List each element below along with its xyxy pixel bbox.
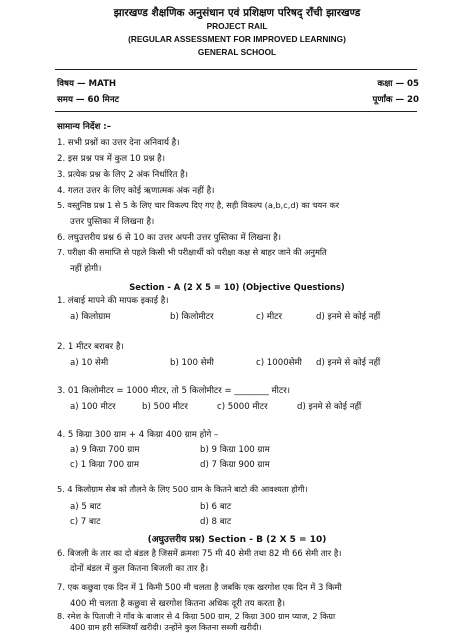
section-b-title-english: Section - B (2 X 5 = 10) (208, 535, 327, 545)
question-7: 7. एक कछुवा एक दिन में 1 किमी 500 मी चलता है जबकि एक खरगोश एक दिन में 3 किमी (57, 582, 342, 592)
instruction-item: 7. परीक्षा की समाप्ति से पहले किसी भी परीक्षार्थी को परीक्षा कक्ष से बाहर जाने की अनुमति (57, 247, 327, 257)
project-name: PROJECT RAIL (206, 21, 268, 31)
project-subtitle: (REGULAR ASSESSMENT FOR IMPROVED LEARNING) (128, 34, 346, 44)
option: d) इनमे से कोई नहीं (316, 312, 381, 322)
option: c) 7 बाट (70, 517, 101, 527)
option: b) 9 किग्रा 100 ग्राम (200, 445, 270, 455)
option: d) 7 किग्रा 900 ग्राम (200, 460, 270, 470)
option: c) 1000सेमी (256, 358, 302, 368)
instructions-heading: सामान्य निर्देश :– (57, 122, 112, 132)
time-label: समय — 60 मिनट (57, 95, 119, 105)
option: b) 6 बाट (200, 502, 232, 512)
question-6-cont: दोनों बंडल में कुल कितना बिजली का तार है। (70, 564, 209, 574)
option: a) किलोग्राम (70, 312, 111, 322)
option: a) 10 सेमी (70, 358, 109, 368)
question-5: 5. 4 किलोग्राम सेब को तौलने के लिए 500 ग्राम के कितने बाटो की आवश्यता होगी। (57, 484, 308, 494)
option: d) इनमे से कोई नहीं (316, 358, 381, 368)
instruction-item: 2. इस प्रश्न पत्र में कुल 10 प्रश्न है। (57, 154, 165, 164)
instruction-item: 3. प्रत्येक प्रश्न के लिए 2 अंक निर्धारित है। (57, 170, 188, 180)
instruction-item: 1. सभी प्रश्नों का उत्तर देना अनिवार्य है। (57, 138, 180, 148)
header-divider (55, 69, 417, 70)
option: c) मीटर (256, 312, 283, 322)
class-label: कक्षा — 05 (377, 79, 419, 89)
question-8: 8. रमेश के पिताजी ने गाँव के बाजार से 4 किग्रा 500 ग्राम, 2 किग्रा 300 ग्राम प्याज, 2 किग्रा (57, 611, 336, 621)
option: b) किलोमीटर (170, 312, 214, 322)
option: d) 8 बाट (200, 517, 232, 527)
instruction-item-cont: उत्तर पुस्तिका में लिखना है। (70, 217, 155, 227)
question-7-cont: 400 मी चलता है कछुवा से खरगोश कितना अधिक दूरी तय करता है। (70, 599, 286, 609)
instruction-item: 4. गलत उत्तर के लिए कोई ऋणात्मक अंक नहीं है। (57, 186, 215, 196)
school-type: GENERAL SCHOOL (197, 47, 277, 57)
subject-label: विषय — MATH (57, 79, 117, 89)
option: b) 100 सेमी (170, 358, 214, 368)
board-title: झारखण्ड शैक्षणिक अनुसंधान एवं प्रशिक्षण परिषद् राँची झारखण्ड (113, 7, 361, 19)
marks-label: पूर्णांक — 20 (372, 95, 419, 105)
section-a-title: Section - A (2 X 5 = 10) (Objective Questions) (129, 282, 345, 292)
instruction-item: 5. वस्तुनिष्ठ प्रश्न 1 से 5 के लिए चार विकल्प दिए गए है, सही विकल्प (a,b,c,d) का चयन कर (57, 200, 340, 210)
instruction-item-cont: नहीं होगी। (70, 264, 102, 274)
option: c) 1 किग्रा 700 ग्राम (70, 460, 139, 470)
option: b) 500 मीटर (142, 402, 188, 412)
option: a) 5 बाट (70, 502, 102, 512)
question-8-cont: 400 ग्राम हरी सब्जियाँ खरीदी। उन्होंने कुल कितना सब्जी खरीदी। (70, 622, 262, 632)
question-2: 2. 1 मीटर बराबर है। (57, 342, 124, 352)
section-b-title (0, 532, 474, 545)
meta-divider (55, 111, 417, 112)
option: d) इनमे से कोई नहीं (297, 402, 362, 412)
question-1: 1. लंबाई मापने की मापक इकाई है। (57, 296, 169, 306)
question-3: 3. 01 किलोमीटर = 1000 मीटर, तो 5 किलोमीटर = ________ मीटर। (57, 386, 291, 396)
question-6: 6. बिजली के तार का दो बंडल है जिसमें क्रमशः 75 मी 40 सेमी तथा 82 मी 66 सेमी तार है। (57, 548, 342, 558)
option: a) 100 मीटर (70, 402, 116, 412)
section-b-title-hindi: (अघुउत्तरीय प्रश्न) (147, 535, 206, 545)
question-4: 4. 5 किग्रा 300 ग्राम + 4 किग्रा 400 ग्राम होगे – (57, 430, 219, 440)
option: a) 9 किग्रा 700 ग्राम (70, 445, 140, 455)
instruction-item: 6. लघुउत्तरीय प्रश्न 6 से 10 का उत्तर अपनी उत्तर पुस्तिका में लिखना है। (57, 233, 281, 243)
option: c) 5000 मीटर (217, 402, 268, 412)
